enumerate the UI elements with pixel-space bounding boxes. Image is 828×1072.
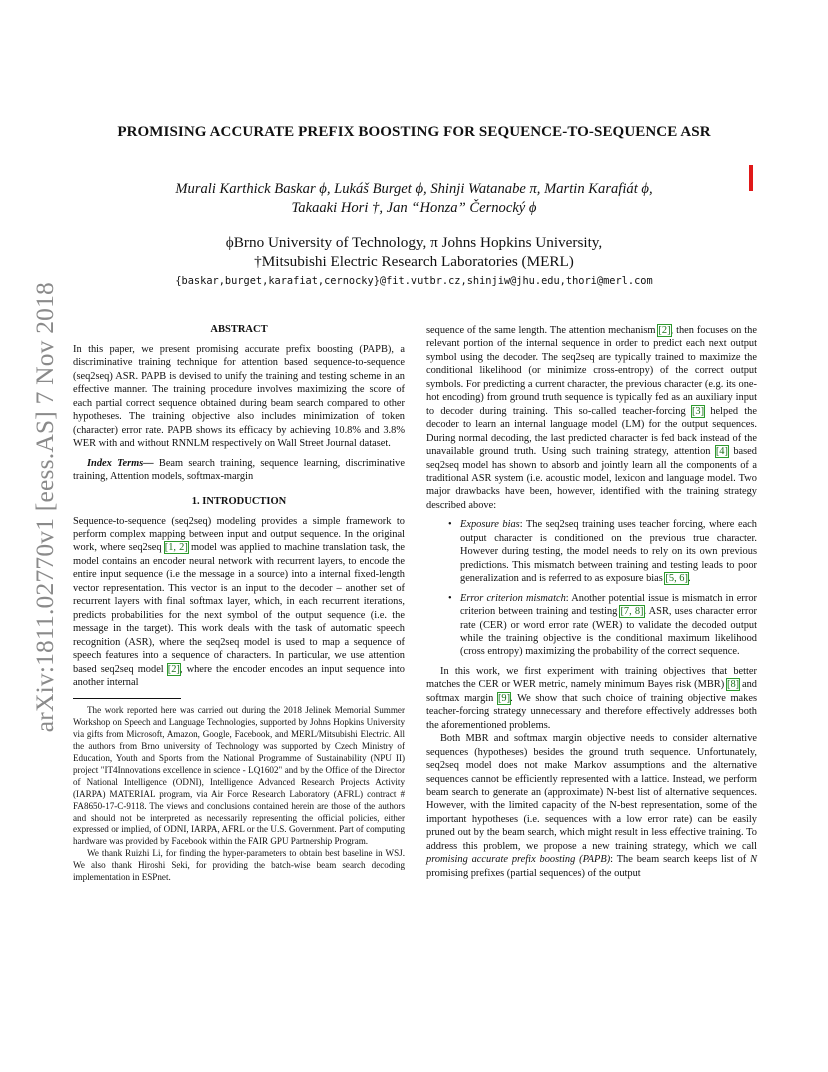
index-terms bbox=[73, 457, 405, 484]
citation-link[interactable]: [5, 6] bbox=[665, 573, 688, 585]
authors-line-1: Murali Karthick Baskar ϕ, Lukáš Burget ϕ, Shinji Watanabe π, Martin Karafiát ϕ, bbox=[175, 181, 653, 197]
bullet-error-criterion: • Error criterion mismatch: Another potential issue is mismatch in error criterion between training and testing [7, 8]. ASR, uses character error rate (CER) or word error rate (WER) to validate the decoded output while the training objective is the conditional maximum likelihood (cross entropy) maximizing the probability of the correct sequence. bbox=[448, 592, 757, 658]
citation-link[interactable]: [3] bbox=[691, 405, 705, 417]
author-emails: {baskar,burget,karafiat,cernocky}@fit.vutbr.cz,shinjiw@jhu.edu,thori@merl.com bbox=[175, 275, 653, 287]
paper-title: PROMISING ACCURATE PREFIX BOOSTING FOR SEQUENCE-TO-SEQUENCE ASR bbox=[117, 124, 711, 140]
bullet-exposure-bias: • Exposure bias: The seq2seq training uses teacher forcing, where each output character is conditioned on the previous true character. However during testing, the model needs to rely on its own previous predictions. This mismatch between training and testing leads to poor generalization and is referred to as exposure bias [5, 6]. bbox=[448, 519, 757, 585]
right-paragraph-3: Both MBR and softmax margin objective needs to consider alternative sequences (hypotheses) besides the ground truth sequence. Unfortunately, seq2seq model does not make Markov assumptions and the alternative sequences cannot be efficiently represented with a lattice. Instead, we perform beam search to generate an (approximate) N-best list of alternative sequences. However, with the limited capacity of the N-best representation, some of the important hypotheses (i.e. sequences with a low error rate) can be easily pruned out by the beam search, which might result in less effective training. To address this problem, we propose a new training strategy, which we call promising accurate prefix boosting (PAPB): The beam search keeps list of N promising prefixes (partial sequences) of the output bbox=[426, 733, 757, 879]
citation-link[interactable]: [1, 2] bbox=[164, 542, 188, 554]
citation-link[interactable]: [4] bbox=[715, 446, 728, 458]
affiliations bbox=[72, 233, 756, 271]
bullet-dot-icon: • bbox=[448, 519, 452, 531]
introduction-heading: 1. INTRODUCTION bbox=[191, 495, 287, 507]
abstract-heading: ABSTRACT bbox=[210, 324, 268, 335]
arxiv-id-text: arXiv:1811.02770v1 [eess.AS] 7 Nov 2018 bbox=[30, 282, 59, 733]
affiliation-line-1: ϕBrno University of Technology, π Johns Hopkins University, bbox=[225, 234, 603, 251]
author-list bbox=[72, 180, 756, 218]
footnote-rule bbox=[73, 698, 181, 699]
footnote-thanks: We thank Ruizhi Li, for finding the hyper-parameters to obtain best baseline in WSJ. We also thank Hiroshi Seki, for providing the batch-wise beam search decoding implementation in ESPnet. bbox=[73, 848, 405, 883]
citation-link[interactable]: [2] bbox=[167, 663, 180, 675]
right-paragraph-2: In this work, we first experiment with training objectives that better matches the CER or WER metric, namely minimum Bayes risk (MBR) [8] and softmax margin [9]. We show that such choice of training objective makes teacher-forcing strategy unnecessary and therefore effectively addresses both the aforementioned problems. bbox=[426, 665, 757, 731]
intro-paragraph: Sequence-to-sequence (seq2seq) modeling provides a simple framework to perform complex mapping between input and output sequence. In the original work, where seq2seq [1, 2] model was applied to machine translation task, the model contains an encoder neural network with recurrent layers, to encode the entire input sequence (i.e the message in a source) into a internal fixed-length vector representation. This vector is an input to the decoder – another set of recurrent layers with final softmax layer, which, in each recurrent iterations, predicts probabilities for the next symbol of the output sequence (i.e. the message in the target). This work deals with the task of automatic speech recognition (ASR), where the seq2seq model is used to map a sequence of speech features into a sequence of characters. In particular, we use attention based seq2seq model [2], where the encoder encodes an input sequence into another internal bbox=[73, 515, 405, 688]
footnote-acknowledgement: The work reported here was carried out during the 2018 Jelinek Memorial Summer Workshop on Speech and Language Technologies, supported by Johns Hopkins University via gifts from Microsoft, Amazon, Google, Facebook, and MERL/Mitsubishi Electric. All the authors from Brno university of Technology was supported by Czech Ministry of Education, Youth and Sports from the National Programme of Sustainability (NPU II) project "IT4Innovations excellence in science - LQ1602" and by the Office of the Director of National Intelligence (ODNI), Intelligence Advanced Research Projects Activity (IARPA) MATERIAL program, via Air Force Research Laboratory (AFRL) contract # FA8650-17-C-9118. The views and conclusions contained herein are those of the authors and should not be interpreted as necessarily representing the official policies, either expressed or implied, of ODNI, IARPA, AFRL or the U.S. Government. Part of computing hardware was provided by Facebook within the FAIR GPU Partnership Program. bbox=[73, 705, 405, 847]
affiliation-line-2: †Mitsubishi Electric Research Laboratories (MERL) bbox=[254, 253, 574, 270]
right-paragraph-1: sequence of the same length. The attention mechanism [2], then focuses on the relevant portion of the internal sequence in order to predict each next output symbol using the decoder. The seq2seq are typically trained to maximize the conditional likelihood (or minimize cross-entropy) of the correct output symbols. For predicting a current character, the previous character (e.g. its one-hot encoding) from ground truth sequence is typically fed as an auxiliary input to decoder during training. This so-called teacher-forcing [3] helped the decoder to learn an internal language model (LM) for the output sequences. During normal decoding, the last predicted character is fed back instead of the unavailable ground truth. Using such training strategy, attention [4] based seq2seq model has shown to absorb and jointly learn all the components of a traditional ASR system (i.e. acoustic model, lexicon and language model. Two major drawbacks have been, however, identified with the training strategy described above: bbox=[426, 325, 757, 511]
citation-link[interactable]: [9] bbox=[497, 692, 511, 704]
citation-link[interactable]: [2] bbox=[658, 325, 671, 336]
bullet-dot-icon: • bbox=[448, 592, 452, 604]
index-terms-label: Index Terms— bbox=[87, 457, 154, 469]
citation-link[interactable]: [7, 8] bbox=[620, 606, 644, 618]
index-terms-text: Beam search training, sequence learning, discriminative training, Attention models, softmax-margin bbox=[73, 457, 405, 483]
right-column bbox=[426, 324, 757, 880]
abstract-text: In this paper, we present promising accurate prefix boosting (PAPB), a discriminative training technique for attention based sequence-to-sequence (seq2seq) ASR. PAPB is devised to unify the training and testing scheme in an effective manner. The training procedure involves maximizing the score of each partial correct sequence obtained during beam search compared to other hypotheses. The training objective also includes minimization of token (character) error rate. PAPB shows its efficacy by achieving 10.8% and 3.8% WER with and without RNNLM respectively on Wall Street Journal dataset. bbox=[73, 344, 405, 450]
left-column bbox=[73, 323, 405, 884]
authors-line-2: Takaaki Hori †, Jan “Honza” Černocký ϕ bbox=[291, 200, 537, 216]
citation-link[interactable]: [8] bbox=[727, 679, 740, 691]
